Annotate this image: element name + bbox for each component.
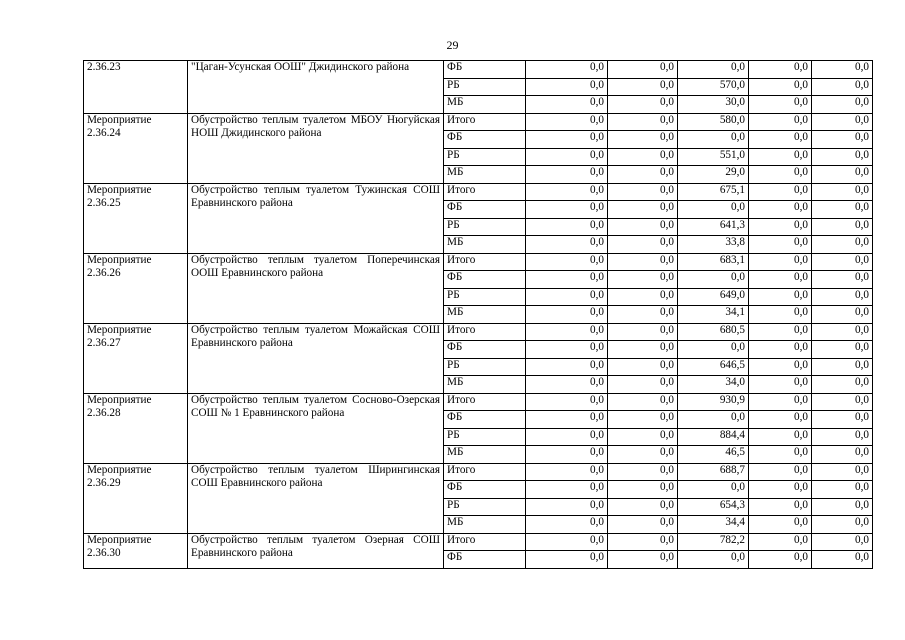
funding-source: ФБ <box>444 411 526 429</box>
amount-cell: 0,0 <box>749 428 812 446</box>
amount-cell: 0,0 <box>608 498 678 516</box>
funding-source: ФБ <box>444 201 526 219</box>
amount-cell: 0,0 <box>812 148 873 166</box>
amount-cell: 0,0 <box>526 183 608 201</box>
amount-cell: 0,0 <box>526 113 608 131</box>
amount-cell: 0,0 <box>608 236 678 254</box>
amount-cell: 0,0 <box>526 236 608 254</box>
amount-cell: 0,0 <box>749 131 812 149</box>
table-row <box>84 113 873 131</box>
amount-cell: 0,0 <box>526 428 608 446</box>
amount-cell: 0,0 <box>526 323 608 341</box>
funding-source: РБ <box>444 148 526 166</box>
activity-name: Обустройство теплым туалетом Поперечинская ООШ Еравнинского района <box>188 253 444 323</box>
amount-cell: 0,0 <box>608 323 678 341</box>
funding-source: МБ <box>444 166 526 184</box>
amount-cell: 0,0 <box>526 481 608 499</box>
amount-cell: 0,0 <box>812 498 873 516</box>
amount-cell: 0,0 <box>812 393 873 411</box>
amount-cell: 0,0 <box>812 113 873 131</box>
amount-cell: 0,0 <box>678 341 749 359</box>
amount-cell: 0,0 <box>812 358 873 376</box>
budget-table <box>83 60 873 569</box>
table-row <box>84 183 873 201</box>
amount-cell: 0,0 <box>812 236 873 254</box>
funding-source: МБ <box>444 446 526 464</box>
amount-cell: 0,0 <box>749 78 812 96</box>
funding-source: РБ <box>444 78 526 96</box>
amount-cell: 0,0 <box>812 463 873 481</box>
amount-cell: 0,0 <box>526 358 608 376</box>
amount-cell: 0,0 <box>608 201 678 219</box>
amount-cell: 0,0 <box>526 253 608 271</box>
amount-cell: 0,0 <box>526 271 608 289</box>
amount-cell: 570,0 <box>678 78 749 96</box>
amount-cell: 0,0 <box>812 323 873 341</box>
amount-cell: 0,0 <box>749 306 812 324</box>
table-row <box>84 533 873 551</box>
activity-code: Мероприятие 2.36.30 <box>84 533 188 568</box>
amount-cell: 0,0 <box>678 271 749 289</box>
amount-cell: 688,7 <box>678 463 749 481</box>
activity-name: Обустройство теплым туалетом Сосново-Озерская СОШ № 1 Еравнинского района <box>188 393 444 463</box>
funding-source: РБ <box>444 358 526 376</box>
amount-cell: 930,9 <box>678 393 749 411</box>
amount-cell: 0,0 <box>749 271 812 289</box>
funding-source: Итого <box>444 533 526 551</box>
amount-cell: 0,0 <box>749 288 812 306</box>
funding-source: МБ <box>444 306 526 324</box>
amount-cell: 0,0 <box>608 183 678 201</box>
activity-name: Обустройство теплым туалетом МБОУ Нюгуйская НОШ Джидинского района <box>188 113 444 183</box>
amount-cell: 0,0 <box>749 551 812 569</box>
amount-cell: 34,0 <box>678 376 749 394</box>
funding-source: ФБ <box>444 271 526 289</box>
funding-source: МБ <box>444 516 526 534</box>
amount-cell: 0,0 <box>608 61 678 79</box>
funding-source: Итого <box>444 183 526 201</box>
amount-cell: 0,0 <box>812 481 873 499</box>
amount-cell: 0,0 <box>812 288 873 306</box>
amount-cell: 649,0 <box>678 288 749 306</box>
amount-cell: 0,0 <box>526 376 608 394</box>
amount-cell: 0,0 <box>526 411 608 429</box>
amount-cell: 0,0 <box>608 148 678 166</box>
amount-cell: 0,0 <box>526 61 608 79</box>
amount-cell: 0,0 <box>608 446 678 464</box>
amount-cell: 641,3 <box>678 218 749 236</box>
amount-cell: 0,0 <box>526 341 608 359</box>
amount-cell: 34,4 <box>678 516 749 534</box>
amount-cell: 0,0 <box>608 393 678 411</box>
funding-source: РБ <box>444 428 526 446</box>
amount-cell: 0,0 <box>749 323 812 341</box>
amount-cell: 0,0 <box>749 498 812 516</box>
activity-code: Мероприятие 2.36.28 <box>84 393 188 463</box>
amount-cell: 0,0 <box>608 113 678 131</box>
amount-cell: 0,0 <box>812 533 873 551</box>
activity-code: Мероприятие 2.36.25 <box>84 183 188 253</box>
amount-cell: 0,0 <box>608 376 678 394</box>
amount-cell: 0,0 <box>749 376 812 394</box>
funding-source: Итого <box>444 113 526 131</box>
amount-cell: 0,0 <box>812 183 873 201</box>
amount-cell: 29,0 <box>678 166 749 184</box>
page-number: 29 <box>446 38 459 52</box>
amount-cell: 0,0 <box>749 446 812 464</box>
amount-cell: 0,0 <box>678 411 749 429</box>
amount-cell: 0,0 <box>526 96 608 114</box>
amount-cell: 0,0 <box>749 113 812 131</box>
amount-cell: 0,0 <box>608 271 678 289</box>
table-row <box>84 393 873 411</box>
amount-cell: 551,0 <box>678 148 749 166</box>
amount-cell: 675,1 <box>678 183 749 201</box>
amount-cell: 0,0 <box>526 288 608 306</box>
amount-cell: 0,0 <box>812 61 873 79</box>
funding-source: РБ <box>444 288 526 306</box>
amount-cell: 0,0 <box>749 393 812 411</box>
amount-cell: 0,0 <box>526 201 608 219</box>
amount-cell: 0,0 <box>812 341 873 359</box>
amount-cell: 0,0 <box>812 131 873 149</box>
amount-cell: 0,0 <box>526 78 608 96</box>
amount-cell: 0,0 <box>749 516 812 534</box>
amount-cell: 0,0 <box>608 96 678 114</box>
amount-cell: 0,0 <box>749 148 812 166</box>
funding-source: РБ <box>444 498 526 516</box>
amount-cell: 0,0 <box>812 166 873 184</box>
activity-name: "Цаган-Усунская ООШ" Джидинского района <box>188 61 444 114</box>
amount-cell: 0,0 <box>526 551 608 569</box>
amount-cell: 46,5 <box>678 446 749 464</box>
activity-code: Мероприятие 2.36.27 <box>84 323 188 393</box>
funding-source: МБ <box>444 376 526 394</box>
activity-code: Мероприятие 2.36.24 <box>84 113 188 183</box>
funding-source: ФБ <box>444 481 526 499</box>
amount-cell: 0,0 <box>526 393 608 411</box>
amount-cell: 0,0 <box>749 358 812 376</box>
funding-source: ФБ <box>444 551 526 569</box>
amount-cell: 884,4 <box>678 428 749 446</box>
funding-source: ФБ <box>444 341 526 359</box>
amount-cell: 0,0 <box>608 428 678 446</box>
amount-cell: 0,0 <box>812 253 873 271</box>
amount-cell: 0,0 <box>608 288 678 306</box>
amount-cell: 0,0 <box>749 166 812 184</box>
amount-cell: 0,0 <box>749 411 812 429</box>
amount-cell: 782,2 <box>678 533 749 551</box>
table-row <box>84 463 873 481</box>
amount-cell: 0,0 <box>608 358 678 376</box>
table-row <box>84 61 873 79</box>
funding-source: МБ <box>444 96 526 114</box>
funding-source: Итого <box>444 463 526 481</box>
amount-cell: 0,0 <box>812 551 873 569</box>
amount-cell: 0,0 <box>526 533 608 551</box>
amount-cell: 0,0 <box>678 131 749 149</box>
amount-cell: 0,0 <box>526 148 608 166</box>
amount-cell: 0,0 <box>608 131 678 149</box>
amount-cell: 0,0 <box>749 201 812 219</box>
table-body <box>84 61 873 569</box>
amount-cell: 654,3 <box>678 498 749 516</box>
activity-code: Мероприятие 2.36.26 <box>84 253 188 323</box>
amount-cell: 0,0 <box>526 498 608 516</box>
amount-cell: 34,1 <box>678 306 749 324</box>
amount-cell: 0,0 <box>608 341 678 359</box>
amount-cell: 0,0 <box>608 253 678 271</box>
funding-source: МБ <box>444 236 526 254</box>
amount-cell: 0,0 <box>678 551 749 569</box>
amount-cell: 0,0 <box>749 481 812 499</box>
amount-cell: 646,5 <box>678 358 749 376</box>
amount-cell: 0,0 <box>678 481 749 499</box>
amount-cell: 0,0 <box>812 446 873 464</box>
amount-cell: 0,0 <box>608 551 678 569</box>
amount-cell: 0,0 <box>749 61 812 79</box>
amount-cell: 0,0 <box>812 516 873 534</box>
funding-source: ФБ <box>444 61 526 79</box>
amount-cell: 0,0 <box>749 96 812 114</box>
amount-cell: 0,0 <box>608 218 678 236</box>
funding-source: Итого <box>444 393 526 411</box>
amount-cell: 0,0 <box>749 463 812 481</box>
amount-cell: 580,0 <box>678 113 749 131</box>
amount-cell: 0,0 <box>526 166 608 184</box>
amount-cell: 0,0 <box>749 236 812 254</box>
table-row <box>84 323 873 341</box>
amount-cell: 0,0 <box>526 446 608 464</box>
amount-cell: 0,0 <box>526 131 608 149</box>
activity-code: 2.36.23 <box>84 61 188 114</box>
amount-cell: 0,0 <box>608 411 678 429</box>
amount-cell: 683,1 <box>678 253 749 271</box>
amount-cell: 0,0 <box>812 376 873 394</box>
activity-name: Обустройство теплым туалетом Можайская СОШ Еравнинского района <box>188 323 444 393</box>
amount-cell: 0,0 <box>678 61 749 79</box>
amount-cell: 0,0 <box>812 411 873 429</box>
funding-source: Итого <box>444 323 526 341</box>
activity-name: Обустройство теплым туалетом Озерная СОШ Еравнинского района <box>188 533 444 568</box>
amount-cell: 33,8 <box>678 236 749 254</box>
amount-cell: 0,0 <box>749 183 812 201</box>
amount-cell: 0,0 <box>812 271 873 289</box>
funding-source: ФБ <box>444 131 526 149</box>
amount-cell: 0,0 <box>812 78 873 96</box>
amount-cell: 0,0 <box>749 218 812 236</box>
amount-cell: 0,0 <box>812 218 873 236</box>
activity-name: Обустройство теплым туалетом Ширингинская СОШ Еравнинского района <box>188 463 444 533</box>
amount-cell: 0,0 <box>749 341 812 359</box>
activity-code: Мероприятие 2.36.29 <box>84 463 188 533</box>
activity-name: Обустройство теплым туалетом Тужинская СОШ Еравнинского района <box>188 183 444 253</box>
amount-cell: 0,0 <box>608 481 678 499</box>
amount-cell: 0,0 <box>526 306 608 324</box>
amount-cell: 0,0 <box>749 253 812 271</box>
amount-cell: 0,0 <box>812 201 873 219</box>
amount-cell: 0,0 <box>526 218 608 236</box>
amount-cell: 0,0 <box>749 533 812 551</box>
amount-cell: 0,0 <box>678 201 749 219</box>
amount-cell: 0,0 <box>526 516 608 534</box>
amount-cell: 0,0 <box>608 533 678 551</box>
amount-cell: 0,0 <box>608 78 678 96</box>
funding-source: РБ <box>444 218 526 236</box>
amount-cell: 0,0 <box>608 306 678 324</box>
amount-cell: 30,0 <box>678 96 749 114</box>
funding-source: Итого <box>444 253 526 271</box>
amount-cell: 0,0 <box>812 428 873 446</box>
amount-cell: 680,5 <box>678 323 749 341</box>
amount-cell: 0,0 <box>608 463 678 481</box>
amount-cell: 0,0 <box>812 306 873 324</box>
amount-cell: 0,0 <box>526 463 608 481</box>
table-row <box>84 253 873 271</box>
amount-cell: 0,0 <box>812 96 873 114</box>
amount-cell: 0,0 <box>608 166 678 184</box>
amount-cell: 0,0 <box>608 516 678 534</box>
